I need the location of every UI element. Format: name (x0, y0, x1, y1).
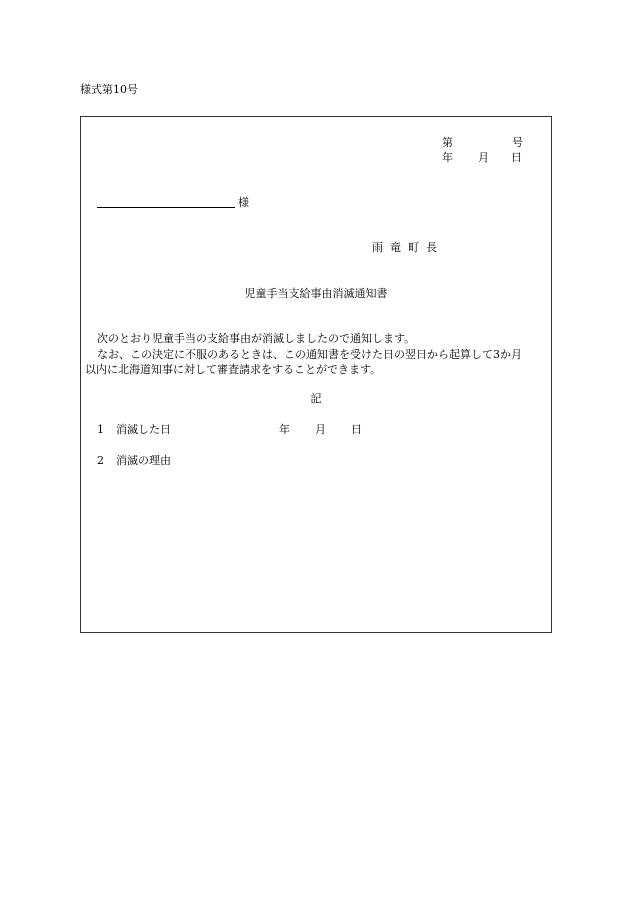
recipient-name-blank (97, 206, 235, 208)
date-year: 年 (442, 151, 453, 164)
body-paragraph-line-3: 以内に北海道知事に対して審査請求をすることができます。 (85, 363, 382, 376)
notice-frame (80, 116, 552, 633)
issuer-name: 雨竜町長 (372, 241, 444, 254)
recipient-honorific: 様 (238, 196, 249, 209)
item-1-day: 日 (351, 423, 362, 436)
item-1-label: 消滅した日 (116, 423, 171, 436)
item-1-month: 月 (315, 423, 326, 436)
body-paragraph-line-2: なお、この決定に不服のあるときは、この通知書を受けた日の翌日から起算して3か月 (97, 348, 522, 361)
form-number-label: 様式第10号 (80, 83, 138, 96)
item-1-year: 年 (279, 423, 290, 436)
body-paragraph-line-1: 次のとおり児童手当の支給事由が消滅しましたので通知します。 (97, 332, 416, 345)
ki-heading: 記 (310, 392, 322, 405)
item-1 (97, 421, 171, 437)
issue-date-line (442, 149, 522, 165)
item-2 (97, 452, 171, 468)
number-suffix: 号 (512, 136, 523, 149)
document-title: 児童手当支給事由消滅通知書 (244, 287, 388, 300)
item-1-date (279, 421, 362, 437)
item-2-label: 消滅の理由 (116, 454, 171, 467)
number-prefix: 第 (442, 136, 453, 149)
item-2-number: 2 (97, 454, 104, 467)
document-number-line (442, 134, 523, 150)
date-day: 日 (511, 151, 522, 164)
item-1-number: 1 (97, 423, 104, 436)
date-month: 月 (478, 151, 489, 164)
